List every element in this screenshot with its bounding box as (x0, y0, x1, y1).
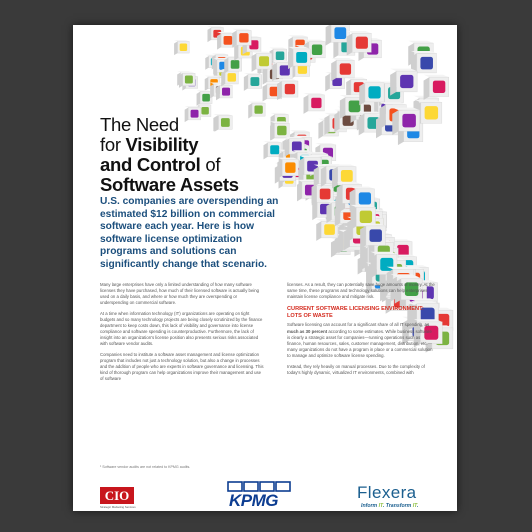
body-paragraph: At a time when information technology (IT) organizations are operating on tight budgets and so many technology projects are being closely scrutinized by the finance department to keep costs down, this lack of visibility and governance into license compliance and software spending is counterproductive. Furthermore, the lack of insight into an organization's license position also presents serious risks associated with software vendor audits. (100, 310, 263, 347)
page-title (100, 115, 290, 195)
app-cube (277, 79, 298, 100)
emphasis-text: as much as 30 percent (287, 322, 430, 334)
body-column-right (287, 282, 435, 380)
lede-paragraph: U.S. companies are overspending an estimated $12 billion on commercial software each year. Here is how software license optimization programs and solutions can significantly change that scenario. (100, 196, 279, 270)
kpmg-wordmark: KPMG (229, 491, 278, 510)
paragraph-text: according to some estimates. While business software is clearly a strategic asset for companies—running operations such as finance, human resources, sales, customer management, distribution, etc.—many organizations do not have a program in place or a commercial solution to manage and optimize software license spending. (287, 328, 433, 358)
app-cube (390, 69, 417, 96)
title-line-1: The Need (100, 114, 179, 135)
app-cube (224, 56, 242, 74)
body-paragraph (287, 322, 435, 359)
app-cube (174, 40, 189, 55)
cio-logo-subtitle: Strategic Marketing Services (100, 505, 136, 509)
app-cube (216, 84, 232, 100)
app-cube (331, 58, 354, 81)
tagline-text: . (416, 503, 419, 509)
footnote: ¹ Software vendor audits are not related to KPMG audits. (100, 465, 191, 469)
title-line-3-bold: and Control (100, 154, 201, 175)
body-column-left (100, 282, 265, 387)
app-cube (197, 90, 212, 105)
app-cube (179, 72, 195, 88)
title-line-2-prefix: for (100, 134, 126, 155)
title-line-2-bold: Visibility (125, 134, 199, 155)
app-cube (232, 29, 251, 48)
app-cube (288, 47, 310, 69)
paragraph-text: Software licensing can account for a significant share of all IT spending, (287, 322, 425, 328)
app-cube (252, 52, 272, 72)
document-page (73, 25, 457, 511)
app-cube (221, 69, 238, 86)
app-cube (360, 224, 385, 249)
app-cube (304, 93, 325, 114)
app-cube (424, 75, 449, 100)
body-paragraph: Companies need to institute a software asset management and license optimization program that includes not just a technology solution, but also a change in processes and the addition of people who are experts in software governance and licensing. This kind of thorough program can help organizations improve their management and use of software (100, 351, 264, 382)
body-paragraph: Many large enterprises have only a limited understanding of how many software licenses they have purchased, how much of their licensed software is actually being used on a daily basis, and where or how much they are overspending or underspending on commercial software. (100, 282, 260, 306)
kpmg-logo (223, 481, 295, 509)
title-line-4-bold: Software Assets (100, 174, 239, 195)
tagline-text: Inform (361, 503, 379, 509)
body-paragraph: licenses. As a result, they can potentially save huge amounts of money. At the same time, these programs and technology solutions can help enterprises maintain license compliance and mitigate risk. (287, 282, 435, 300)
tagline-text: . Transform (382, 503, 413, 509)
tagline-accent: IT (378, 503, 383, 509)
app-cube (347, 31, 372, 56)
section-subhead: CURRENT SOFTWARE LICENSING ENVIRONMENT: LOTS OF WASTE (287, 306, 424, 319)
tagline-accent: IT (412, 503, 417, 509)
app-cube (392, 108, 419, 135)
cio-logo: CIO (100, 487, 134, 504)
app-cube (359, 81, 384, 106)
flexera-logo: Flexera (357, 483, 417, 502)
body-paragraph: Instead, they rely heavily on manual processes. Due to the complexity of today's highly dynamic, virtualized IT environments, combined with (287, 363, 425, 375)
flexera-tagline (361, 503, 418, 509)
title-line-3-suffix: of (200, 154, 221, 175)
app-cube (217, 32, 235, 50)
app-cube (244, 73, 262, 91)
